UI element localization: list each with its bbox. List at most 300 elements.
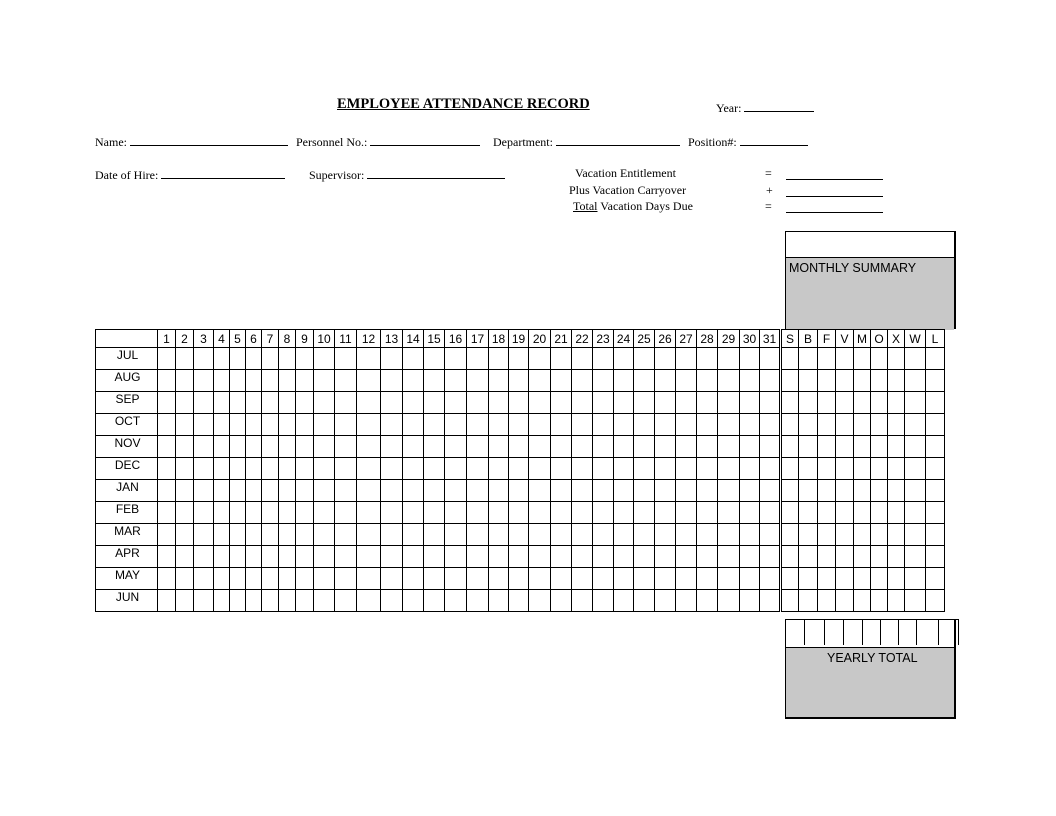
attendance-cell[interactable] xyxy=(655,436,676,458)
monthly-summary-cell[interactable] xyxy=(781,590,799,612)
attendance-cell[interactable] xyxy=(158,458,176,480)
attendance-cell[interactable] xyxy=(381,480,403,502)
monthly-summary-cell[interactable] xyxy=(799,392,818,414)
attendance-cell[interactable] xyxy=(467,348,489,370)
monthly-summary-cell[interactable] xyxy=(888,502,905,524)
attendance-cell[interactable] xyxy=(445,436,467,458)
attendance-cell[interactable] xyxy=(158,436,176,458)
attendance-cell[interactable] xyxy=(529,414,551,436)
attendance-cell[interactable] xyxy=(489,546,509,568)
attendance-cell[interactable] xyxy=(760,392,781,414)
attendance-cell[interactable] xyxy=(718,502,740,524)
monthly-summary-cell[interactable] xyxy=(888,348,905,370)
attendance-cell[interactable] xyxy=(381,392,403,414)
vacation-carryover-line[interactable] xyxy=(786,185,883,197)
attendance-cell[interactable] xyxy=(214,348,230,370)
attendance-cell[interactable] xyxy=(467,414,489,436)
monthly-summary-cell[interactable] xyxy=(926,348,945,370)
attendance-cell[interactable] xyxy=(614,568,634,590)
attendance-cell[interactable] xyxy=(279,392,296,414)
monthly-summary-cell[interactable] xyxy=(818,590,836,612)
attendance-cell[interactable] xyxy=(489,370,509,392)
attendance-cell[interactable] xyxy=(718,480,740,502)
attendance-cell[interactable] xyxy=(262,524,279,546)
attendance-cell[interactable] xyxy=(614,546,634,568)
monthly-summary-cell[interactable] xyxy=(818,392,836,414)
attendance-cell[interactable] xyxy=(529,480,551,502)
attendance-cell[interactable] xyxy=(214,480,230,502)
attendance-cell[interactable] xyxy=(509,392,529,414)
attendance-cell[interactable] xyxy=(403,480,424,502)
attendance-cell[interactable] xyxy=(740,436,760,458)
attendance-cell[interactable] xyxy=(655,414,676,436)
attendance-cell[interactable] xyxy=(262,568,279,590)
attendance-cell[interactable] xyxy=(194,348,214,370)
attendance-cell[interactable] xyxy=(760,590,781,612)
attendance-cell[interactable] xyxy=(467,392,489,414)
monthly-summary-cell[interactable] xyxy=(871,546,888,568)
attendance-cell[interactable] xyxy=(246,546,262,568)
attendance-cell[interactable] xyxy=(279,414,296,436)
attendance-cell[interactable] xyxy=(262,480,279,502)
attendance-cell[interactable] xyxy=(760,436,781,458)
attendance-cell[interactable] xyxy=(176,392,194,414)
attendance-cell[interactable] xyxy=(230,436,246,458)
monthly-summary-cell[interactable] xyxy=(781,502,799,524)
attendance-cell[interactable] xyxy=(467,502,489,524)
monthly-summary-cell[interactable] xyxy=(888,590,905,612)
attendance-cell[interactable] xyxy=(697,546,718,568)
attendance-cell[interactable] xyxy=(655,392,676,414)
personnel-line[interactable] xyxy=(370,133,480,146)
attendance-cell[interactable] xyxy=(176,480,194,502)
attendance-cell[interactable] xyxy=(296,348,314,370)
monthly-summary-cell[interactable] xyxy=(926,436,945,458)
monthly-summary-cell[interactable] xyxy=(926,568,945,590)
attendance-cell[interactable] xyxy=(176,502,194,524)
attendance-cell[interactable] xyxy=(676,370,697,392)
attendance-cell[interactable] xyxy=(279,436,296,458)
monthly-summary-cell[interactable] xyxy=(926,524,945,546)
attendance-cell[interactable] xyxy=(262,436,279,458)
attendance-cell[interactable] xyxy=(551,414,572,436)
monthly-summary-cell[interactable] xyxy=(854,370,871,392)
attendance-cell[interactable] xyxy=(357,590,381,612)
attendance-cell[interactable] xyxy=(424,590,445,612)
attendance-cell[interactable] xyxy=(697,568,718,590)
attendance-cell[interactable] xyxy=(760,546,781,568)
attendance-cell[interactable] xyxy=(214,370,230,392)
attendance-cell[interactable] xyxy=(262,348,279,370)
monthly-summary-cell[interactable] xyxy=(799,370,818,392)
attendance-cell[interactable] xyxy=(509,524,529,546)
attendance-cell[interactable] xyxy=(403,458,424,480)
attendance-cell[interactable] xyxy=(296,502,314,524)
attendance-cell[interactable] xyxy=(489,414,509,436)
monthly-summary-cell[interactable] xyxy=(781,480,799,502)
attendance-cell[interactable] xyxy=(279,370,296,392)
attendance-cell[interactable] xyxy=(296,524,314,546)
attendance-cell[interactable] xyxy=(381,502,403,524)
attendance-cell[interactable] xyxy=(718,546,740,568)
attendance-cell[interactable] xyxy=(279,546,296,568)
attendance-cell[interactable] xyxy=(634,458,655,480)
attendance-cell[interactable] xyxy=(593,436,614,458)
monthly-summary-cell[interactable] xyxy=(799,348,818,370)
department-field[interactable] xyxy=(493,133,680,150)
attendance-cell[interactable] xyxy=(403,414,424,436)
monthly-summary-cell[interactable] xyxy=(888,546,905,568)
attendance-cell[interactable] xyxy=(655,480,676,502)
attendance-cell[interactable] xyxy=(357,502,381,524)
attendance-cell[interactable] xyxy=(262,546,279,568)
monthly-summary-cell[interactable] xyxy=(836,590,854,612)
monthly-summary-cell[interactable] xyxy=(854,568,871,590)
attendance-cell[interactable] xyxy=(176,590,194,612)
attendance-cell[interactable] xyxy=(593,568,614,590)
attendance-cell[interactable] xyxy=(467,590,489,612)
attendance-cell[interactable] xyxy=(381,524,403,546)
attendance-cell[interactable] xyxy=(194,436,214,458)
attendance-cell[interactable] xyxy=(381,348,403,370)
attendance-cell[interactable] xyxy=(445,524,467,546)
attendance-cell[interactable] xyxy=(614,414,634,436)
monthly-summary-cell[interactable] xyxy=(888,458,905,480)
attendance-cell[interactable] xyxy=(760,458,781,480)
attendance-cell[interactable] xyxy=(740,370,760,392)
attendance-cell[interactable] xyxy=(697,414,718,436)
attendance-cell[interactable] xyxy=(572,436,593,458)
monthly-summary-cell[interactable] xyxy=(854,458,871,480)
attendance-cell[interactable] xyxy=(445,370,467,392)
name-line[interactable] xyxy=(130,133,288,146)
attendance-cell[interactable] xyxy=(314,568,335,590)
attendance-cell[interactable] xyxy=(314,370,335,392)
attendance-cell[interactable] xyxy=(551,568,572,590)
attendance-cell[interactable] xyxy=(529,502,551,524)
attendance-cell[interactable] xyxy=(529,590,551,612)
attendance-cell[interactable] xyxy=(335,590,357,612)
monthly-summary-cell[interactable] xyxy=(871,392,888,414)
attendance-cell[interactable] xyxy=(445,480,467,502)
attendance-cell[interactable] xyxy=(572,502,593,524)
attendance-cell[interactable] xyxy=(697,436,718,458)
attendance-cell[interactable] xyxy=(551,458,572,480)
monthly-summary-cell[interactable] xyxy=(818,568,836,590)
attendance-cell[interactable] xyxy=(572,546,593,568)
attendance-cell[interactable] xyxy=(572,590,593,612)
attendance-cell[interactable] xyxy=(314,590,335,612)
attendance-cell[interactable] xyxy=(158,546,176,568)
attendance-cell[interactable] xyxy=(697,480,718,502)
attendance-cell[interactable] xyxy=(262,502,279,524)
attendance-cell[interactable] xyxy=(740,348,760,370)
attendance-cell[interactable] xyxy=(158,524,176,546)
attendance-cell[interactable] xyxy=(335,546,357,568)
attendance-cell[interactable] xyxy=(634,414,655,436)
attendance-cell[interactable] xyxy=(593,590,614,612)
monthly-summary-cell[interactable] xyxy=(818,480,836,502)
attendance-cell[interactable] xyxy=(718,370,740,392)
attendance-cell[interactable] xyxy=(403,436,424,458)
attendance-cell[interactable] xyxy=(718,590,740,612)
attendance-cell[interactable] xyxy=(445,568,467,590)
attendance-cell[interactable] xyxy=(279,502,296,524)
attendance-cell[interactable] xyxy=(572,458,593,480)
attendance-cell[interactable] xyxy=(445,502,467,524)
monthly-summary-cell[interactable] xyxy=(836,502,854,524)
monthly-summary-cell[interactable] xyxy=(836,524,854,546)
monthly-summary-cell[interactable] xyxy=(854,546,871,568)
monthly-summary-cell[interactable] xyxy=(781,568,799,590)
attendance-cell[interactable] xyxy=(634,524,655,546)
attendance-cell[interactable] xyxy=(467,480,489,502)
monthly-summary-cell[interactable] xyxy=(905,546,926,568)
attendance-cell[interactable] xyxy=(740,502,760,524)
attendance-cell[interactable] xyxy=(262,590,279,612)
attendance-cell[interactable] xyxy=(529,546,551,568)
attendance-cell[interactable] xyxy=(194,546,214,568)
attendance-cell[interactable] xyxy=(634,590,655,612)
attendance-cell[interactable] xyxy=(424,568,445,590)
yearly-total-cell[interactable] xyxy=(939,620,959,646)
attendance-cell[interactable] xyxy=(279,458,296,480)
attendance-cell[interactable] xyxy=(697,458,718,480)
attendance-cell[interactable] xyxy=(614,348,634,370)
attendance-cell[interactable] xyxy=(529,370,551,392)
attendance-cell[interactable] xyxy=(718,392,740,414)
attendance-cell[interactable] xyxy=(614,502,634,524)
attendance-cell[interactable] xyxy=(246,392,262,414)
monthly-summary-cell[interactable] xyxy=(926,414,945,436)
attendance-cell[interactable] xyxy=(194,502,214,524)
monthly-summary-cell[interactable] xyxy=(871,502,888,524)
attendance-cell[interactable] xyxy=(634,480,655,502)
attendance-cell[interactable] xyxy=(697,524,718,546)
attendance-cell[interactable] xyxy=(676,414,697,436)
attendance-cell[interactable] xyxy=(634,370,655,392)
monthly-summary-cell[interactable] xyxy=(818,524,836,546)
monthly-summary-cell[interactable] xyxy=(926,590,945,612)
attendance-cell[interactable] xyxy=(230,480,246,502)
attendance-cell[interactable] xyxy=(279,348,296,370)
monthly-summary-cell[interactable] xyxy=(905,436,926,458)
monthly-summary-cell[interactable] xyxy=(888,392,905,414)
attendance-cell[interactable] xyxy=(403,568,424,590)
attendance-cell[interactable] xyxy=(314,546,335,568)
attendance-cell[interactable] xyxy=(445,348,467,370)
attendance-cell[interactable] xyxy=(489,590,509,612)
monthly-summary-cell[interactable] xyxy=(818,370,836,392)
attendance-cell[interactable] xyxy=(676,348,697,370)
attendance-cell[interactable] xyxy=(176,436,194,458)
attendance-cell[interactable] xyxy=(467,568,489,590)
attendance-cell[interactable] xyxy=(424,392,445,414)
vacation-total-line[interactable] xyxy=(786,201,883,213)
attendance-cell[interactable] xyxy=(760,370,781,392)
attendance-cell[interactable] xyxy=(335,502,357,524)
attendance-cell[interactable] xyxy=(593,370,614,392)
attendance-cell[interactable] xyxy=(489,524,509,546)
attendance-cell[interactable] xyxy=(296,590,314,612)
attendance-cell[interactable] xyxy=(740,590,760,612)
attendance-cell[interactable] xyxy=(655,348,676,370)
yearly-total-cell[interactable] xyxy=(805,620,825,646)
attendance-cell[interactable] xyxy=(214,414,230,436)
attendance-cell[interactable] xyxy=(158,392,176,414)
attendance-cell[interactable] xyxy=(194,458,214,480)
attendance-cell[interactable] xyxy=(572,480,593,502)
attendance-cell[interactable] xyxy=(176,458,194,480)
attendance-cell[interactable] xyxy=(230,370,246,392)
monthly-summary-cell[interactable] xyxy=(799,524,818,546)
attendance-cell[interactable] xyxy=(158,414,176,436)
attendance-cell[interactable] xyxy=(655,524,676,546)
monthly-summary-cell[interactable] xyxy=(836,568,854,590)
attendance-cell[interactable] xyxy=(697,370,718,392)
attendance-cell[interactable] xyxy=(403,524,424,546)
attendance-cell[interactable] xyxy=(314,392,335,414)
attendance-cell[interactable] xyxy=(529,568,551,590)
attendance-cell[interactable] xyxy=(509,546,529,568)
monthly-summary-cell[interactable] xyxy=(854,480,871,502)
attendance-cell[interactable] xyxy=(424,546,445,568)
attendance-cell[interactable] xyxy=(529,348,551,370)
attendance-cell[interactable] xyxy=(572,392,593,414)
monthly-summary-cell[interactable] xyxy=(871,568,888,590)
attendance-cell[interactable] xyxy=(718,524,740,546)
attendance-cell[interactable] xyxy=(655,546,676,568)
attendance-cell[interactable] xyxy=(230,546,246,568)
monthly-summary-cell[interactable] xyxy=(871,436,888,458)
vacation-entitlement-line[interactable] xyxy=(786,168,883,180)
attendance-cell[interactable] xyxy=(593,392,614,414)
attendance-cell[interactable] xyxy=(214,524,230,546)
attendance-cell[interactable] xyxy=(246,370,262,392)
attendance-cell[interactable] xyxy=(194,524,214,546)
attendance-cell[interactable] xyxy=(445,414,467,436)
attendance-cell[interactable] xyxy=(214,436,230,458)
attendance-cell[interactable] xyxy=(760,568,781,590)
monthly-summary-cell[interactable] xyxy=(905,480,926,502)
attendance-cell[interactable] xyxy=(381,590,403,612)
monthly-summary-cell[interactable] xyxy=(905,502,926,524)
attendance-cell[interactable] xyxy=(509,568,529,590)
monthly-summary-cell[interactable] xyxy=(905,568,926,590)
monthly-summary-cell[interactable] xyxy=(926,458,945,480)
attendance-cell[interactable] xyxy=(176,370,194,392)
attendance-cell[interactable] xyxy=(357,546,381,568)
attendance-cell[interactable] xyxy=(214,458,230,480)
attendance-cell[interactable] xyxy=(718,348,740,370)
monthly-summary-cell[interactable] xyxy=(818,436,836,458)
attendance-cell[interactable] xyxy=(509,502,529,524)
attendance-cell[interactable] xyxy=(335,458,357,480)
attendance-cell[interactable] xyxy=(614,392,634,414)
attendance-cell[interactable] xyxy=(296,392,314,414)
monthly-summary-cell[interactable] xyxy=(854,414,871,436)
attendance-cell[interactable] xyxy=(194,414,214,436)
attendance-cell[interactable] xyxy=(176,546,194,568)
attendance-cell[interactable] xyxy=(551,348,572,370)
attendance-cell[interactable] xyxy=(718,458,740,480)
attendance-cell[interactable] xyxy=(403,590,424,612)
attendance-cell[interactable] xyxy=(296,480,314,502)
attendance-cell[interactable] xyxy=(176,414,194,436)
monthly-summary-cell[interactable] xyxy=(781,370,799,392)
attendance-cell[interactable] xyxy=(230,524,246,546)
attendance-cell[interactable] xyxy=(262,414,279,436)
attendance-cell[interactable] xyxy=(314,414,335,436)
attendance-cell[interactable] xyxy=(760,348,781,370)
attendance-cell[interactable] xyxy=(381,568,403,590)
monthly-summary-cell[interactable] xyxy=(799,436,818,458)
monthly-summary-cell[interactable] xyxy=(854,524,871,546)
monthly-summary-cell[interactable] xyxy=(818,546,836,568)
attendance-cell[interactable] xyxy=(467,436,489,458)
attendance-cell[interactable] xyxy=(740,524,760,546)
monthly-summary-cell[interactable] xyxy=(836,480,854,502)
monthly-summary-cell[interactable] xyxy=(871,480,888,502)
attendance-cell[interactable] xyxy=(194,392,214,414)
monthly-summary-cell[interactable] xyxy=(836,546,854,568)
yearly-total-cell[interactable] xyxy=(786,620,805,646)
attendance-cell[interactable] xyxy=(676,568,697,590)
attendance-cell[interactable] xyxy=(614,590,634,612)
monthly-summary-cell[interactable] xyxy=(905,414,926,436)
monthly-summary-cell[interactable] xyxy=(836,458,854,480)
attendance-cell[interactable] xyxy=(718,568,740,590)
attendance-cell[interactable] xyxy=(489,348,509,370)
monthly-summary-cell[interactable] xyxy=(926,480,945,502)
monthly-summary-cell[interactable] xyxy=(905,392,926,414)
monthly-summary-cell[interactable] xyxy=(836,414,854,436)
attendance-cell[interactable] xyxy=(230,590,246,612)
attendance-cell[interactable] xyxy=(529,524,551,546)
attendance-cell[interactable] xyxy=(740,392,760,414)
attendance-cell[interactable] xyxy=(718,436,740,458)
attendance-cell[interactable] xyxy=(381,370,403,392)
monthly-summary-cell[interactable] xyxy=(781,348,799,370)
year-line[interactable] xyxy=(744,99,814,112)
attendance-cell[interactable] xyxy=(424,370,445,392)
attendance-cell[interactable] xyxy=(335,568,357,590)
attendance-cell[interactable] xyxy=(551,370,572,392)
attendance-cell[interactable] xyxy=(634,502,655,524)
hire-field[interactable] xyxy=(95,166,285,183)
monthly-summary-cell[interactable] xyxy=(781,546,799,568)
attendance-cell[interactable] xyxy=(489,392,509,414)
attendance-cell[interactable] xyxy=(314,480,335,502)
attendance-cell[interactable] xyxy=(357,458,381,480)
attendance-cell[interactable] xyxy=(529,436,551,458)
monthly-summary-cell[interactable] xyxy=(926,370,945,392)
position-line[interactable] xyxy=(740,133,808,146)
monthly-summary-cell[interactable] xyxy=(781,458,799,480)
attendance-cell[interactable] xyxy=(214,392,230,414)
attendance-cell[interactable] xyxy=(740,546,760,568)
attendance-cell[interactable] xyxy=(246,502,262,524)
attendance-cell[interactable] xyxy=(676,458,697,480)
attendance-cell[interactable] xyxy=(760,414,781,436)
monthly-summary-cell[interactable] xyxy=(854,348,871,370)
attendance-cell[interactable] xyxy=(296,568,314,590)
attendance-cell[interactable] xyxy=(158,370,176,392)
attendance-cell[interactable] xyxy=(176,348,194,370)
attendance-cell[interactable] xyxy=(655,590,676,612)
attendance-cell[interactable] xyxy=(655,568,676,590)
attendance-cell[interactable] xyxy=(158,590,176,612)
